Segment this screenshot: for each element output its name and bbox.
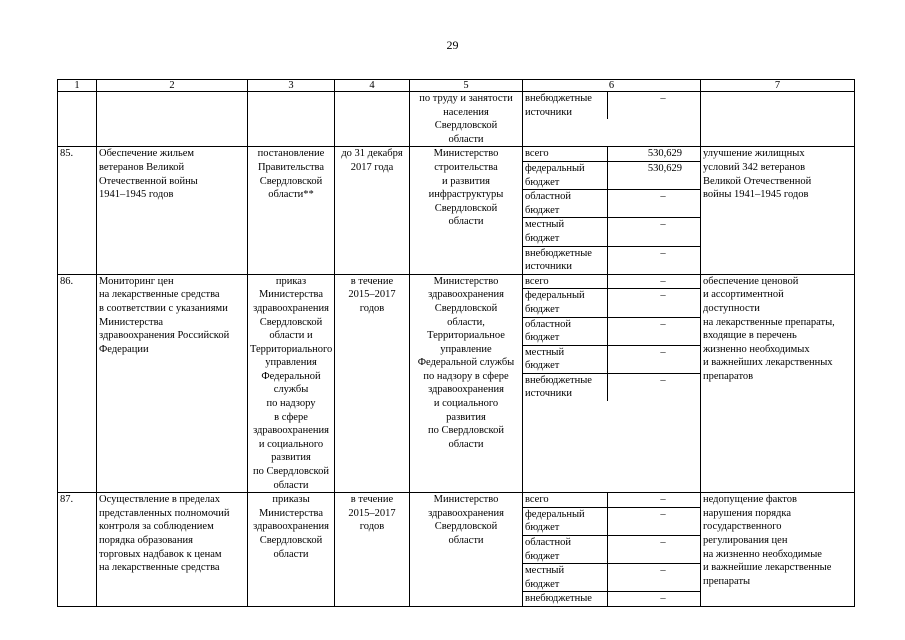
header-row	[58, 80, 855, 92]
funding-row	[523, 536, 700, 564]
funding-amount: –	[608, 536, 701, 564]
basis-document: приказ Министерства здравоохранения Свердловской области и Территориального управления Федеральной службы по надзору в сфере здравоохранения и социального развития по Свердловской области	[248, 274, 335, 493]
funding-source: местный бюджет	[523, 564, 608, 592]
funding-amount: –	[608, 507, 701, 535]
column-header: 7	[701, 80, 855, 92]
funding-amount: –	[608, 218, 701, 246]
funding-row	[523, 246, 700, 274]
column-header: 2	[97, 80, 248, 92]
executor: Министерство здравоохранения Свердловской области	[410, 493, 523, 607]
funding-row	[523, 289, 700, 317]
measure-name: Мониторинг цен на лекарственные средства в соответствии с указаниями Министерства здравоохранения Российской Федерации	[97, 274, 248, 493]
executor: Министерство строительства и развития инфраструктуры Свердловской области	[410, 147, 523, 274]
column-header: 3	[248, 80, 335, 92]
funding-amount: 530,629	[608, 161, 701, 189]
measure-name: Осуществление в пределах представленных полномочий контроля за соблюдением порядка образования торговых надбавок к ценам на лекарственные средства	[97, 493, 248, 607]
funding-source: местный бюджет	[523, 345, 608, 373]
funding-source: всего	[525, 148, 549, 160]
funding-row	[523, 161, 700, 189]
table-row	[58, 493, 855, 607]
funding-source: областной бюджет	[523, 317, 608, 345]
column-header: 1	[58, 80, 97, 92]
funding-amount: –	[608, 345, 701, 373]
funding-row	[523, 493, 700, 507]
funding-amount: –	[608, 592, 701, 606]
funding-source: местный бюджет	[523, 218, 608, 246]
deadline	[335, 92, 410, 147]
executor: Министерство здравоохранения Свердловской области, Территориальное управление Федеральной службы по надзору в сфере здравоохранения и социального развития по Свердловской области	[410, 274, 523, 493]
funding-source: внебюджетные источники	[525, 93, 592, 118]
funding-source: федеральный бюджет	[523, 161, 608, 189]
measures-table	[57, 79, 855, 607]
row-number: 85.	[58, 147, 97, 274]
basis-document: постановление Правительства Свердловской области**	[248, 147, 335, 274]
funding-row	[523, 147, 700, 161]
funding-source: всего	[525, 275, 549, 287]
expected-result: обеспечение ценовой и ассортиментной доступности на лекарственные препараты, входящие в перечень жизненно необходимых и важнейших лекарственных препаратов	[701, 274, 855, 493]
column-header: 5	[410, 80, 523, 92]
funding-source: областной бюджет	[523, 536, 608, 564]
funding-source: федеральный бюджет	[523, 507, 608, 535]
funding-amount: –	[608, 190, 701, 218]
table-row	[58, 92, 855, 147]
funding-row	[523, 218, 700, 246]
deadline: в течение 2015–2017 годов	[335, 274, 410, 493]
funding-source: внебюджетные источники	[523, 373, 608, 401]
deadline: в течение 2015–2017 годов	[335, 493, 410, 607]
funding-amount: 530,629	[608, 147, 701, 161]
basis-document	[248, 92, 335, 147]
funding-source: всего	[525, 494, 549, 506]
executor: по труду и занятости населения Свердловской области	[410, 92, 523, 147]
funding-amount: –	[608, 493, 701, 507]
funding-amount: –	[608, 373, 701, 401]
funding-row	[523, 317, 700, 345]
row-number	[58, 92, 97, 147]
funding-sources	[523, 274, 701, 493]
funding-row	[523, 564, 700, 592]
expected-result	[701, 92, 855, 147]
funding-amount: –	[608, 246, 701, 274]
table-row	[58, 274, 855, 493]
funding-row	[523, 373, 700, 401]
funding-sources	[523, 147, 701, 274]
funding-row	[523, 92, 700, 119]
funding-source: областной бюджет	[523, 190, 608, 218]
funding-amount: –	[608, 275, 701, 289]
measure-name	[97, 92, 248, 147]
page-number: 29	[446, 38, 459, 52]
funding-row	[523, 507, 700, 535]
column-header: 4	[335, 80, 410, 92]
funding-source: внебюджетные	[523, 592, 608, 606]
row-number: 86.	[58, 274, 97, 493]
funding-source: внебюджетные источники	[523, 246, 608, 274]
deadline: до 31 декабря 2017 года	[335, 147, 410, 274]
funding-amount: –	[608, 92, 701, 119]
funding-sources	[523, 92, 701, 147]
funding-row	[523, 592, 700, 606]
funding-amount: –	[608, 564, 701, 592]
funding-row	[523, 190, 700, 218]
funding-row	[523, 345, 700, 373]
row-number: 87.	[58, 493, 97, 607]
expected-result: недопущение фактов нарушения порядка государственного регулирования цен на жизненно необходимые и важнейшие лекарственные препараты	[701, 493, 855, 607]
funding-amount: –	[608, 317, 701, 345]
measure-name: Обеспечение жильем ветеранов Великой Отечественной войны 1941–1945 годов	[97, 147, 248, 274]
expected-result: улучшение жилищных условий 342 ветеранов Великой Отечественной войны 1941–1945 годов	[701, 147, 855, 274]
basis-document: приказы Министерства здравоохранения Свердловской области	[248, 493, 335, 607]
funding-row	[523, 275, 700, 289]
funding-source: федеральный бюджет	[523, 289, 608, 317]
table-row	[58, 147, 855, 274]
column-header: 6	[523, 80, 701, 92]
funding-sources	[523, 493, 701, 607]
funding-amount: –	[608, 289, 701, 317]
